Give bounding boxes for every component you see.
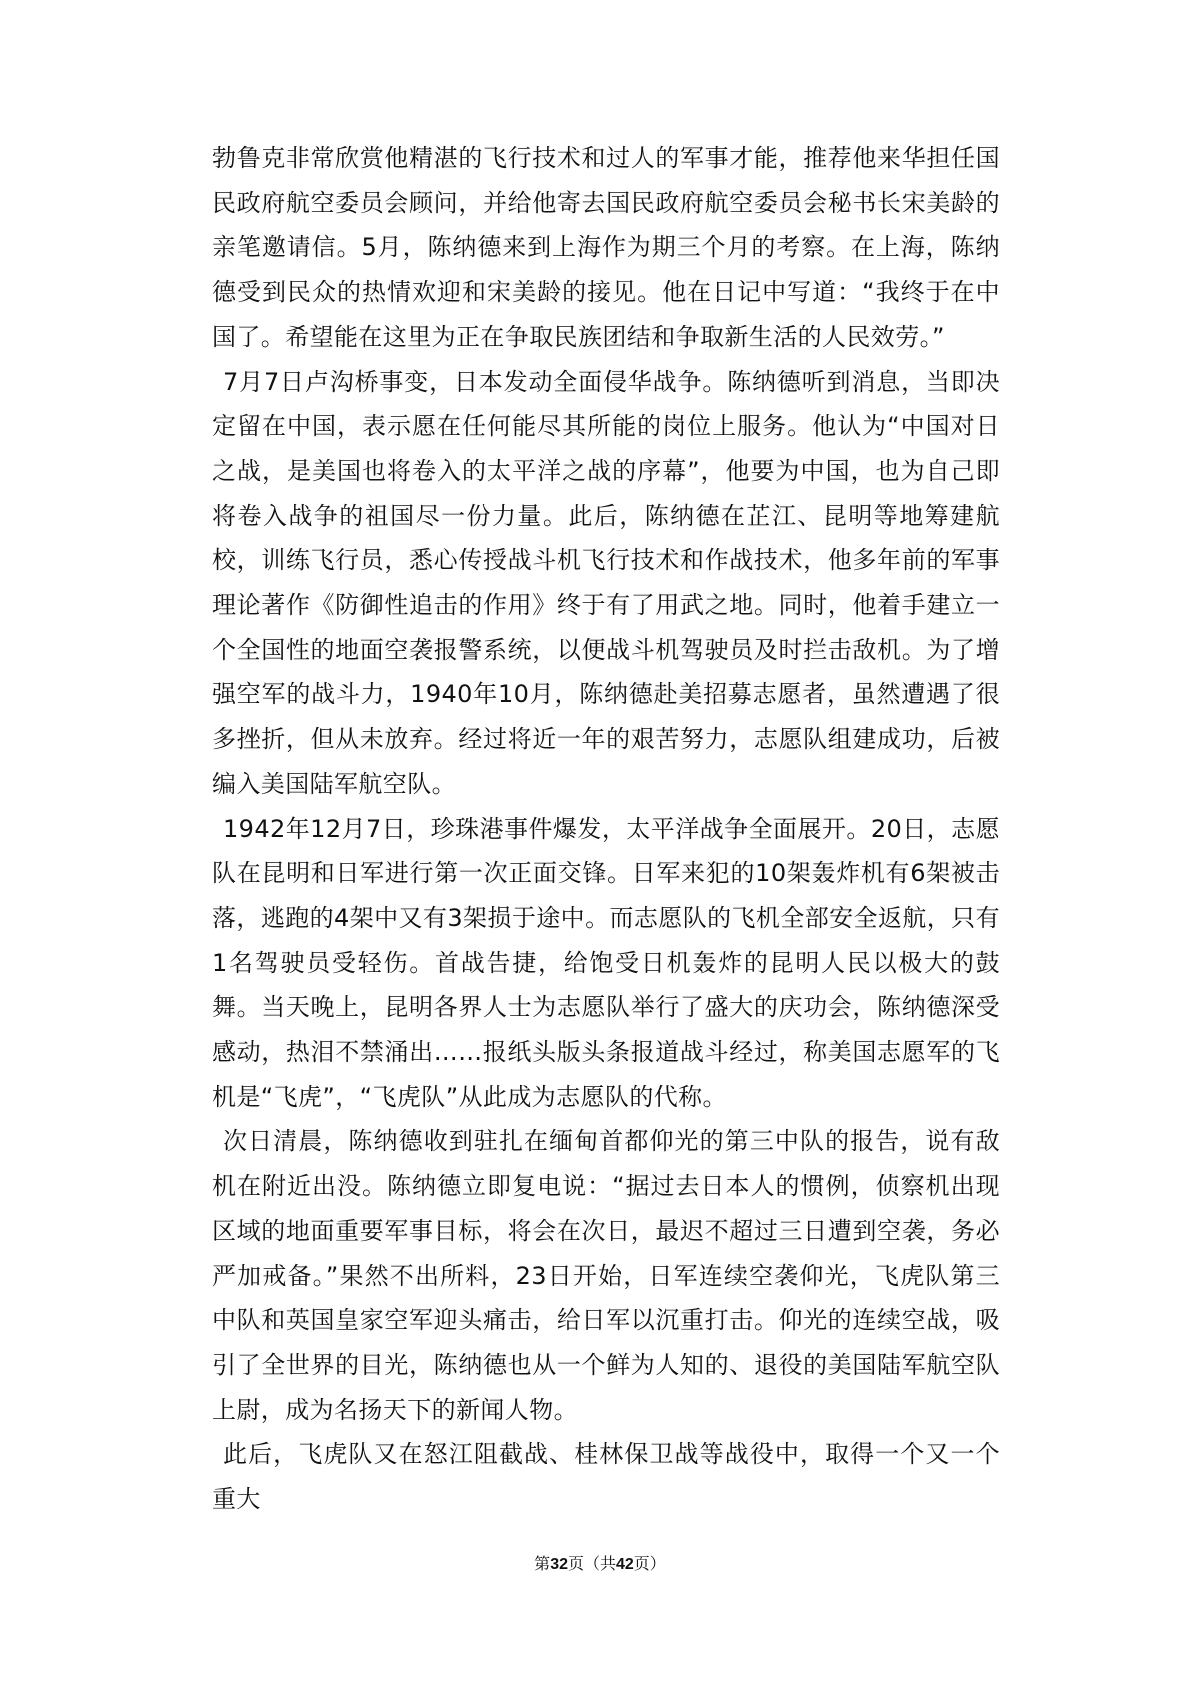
paragraph: 1942年12月7日，珍珠港事件爆发，太平洋战争全面展开。20日，志愿队在昆明和日军进行第一次正面交锋。日军来犯的10架轰炸机有6架被击落，逃跑的4架中又有3架损于途中。而志愿队的飞机全部安全返航，只有1名驾驶员受轻伤。首战告捷，给饱受日机轰炸的昆明人民以极大的鼓舞。当天晚上，昆明各界人士为志愿队举行了盛大的庆功会，陈纳德深受感动，热泪不禁涌出……报纸头版头条报道战斗经过，称美国志愿军的飞机是“飞虎”，“飞虎队”从此成为志愿队的代称。 <box>212 814 1000 1111</box>
body-text <box>212 136 1000 1522</box>
footer-suffix: 页） <box>633 1554 666 1573</box>
paragraph: 7月7日卢沟桥事变，日本发动全面侵华战争。陈纳德听到消息，当即决定留在中国，表示愿在任何能尽其所能的岗位上服务。他认为“中国对日之战，是美国也将卷入的太平洋之战的序幕”，他要为中国，也为自己即将卷入战争的祖国尽一份力量。此后，陈纳德在芷江、昆明等地筹建航校，训练飞行员，悉心传授战斗机飞行技术和作战技术，他多年前的军事理论著作《防御性追击的作用》终于有了用武之地。同时，他着手建立一个全国性的地面空袭报警系统，以便战斗机驾驶员及时拦击敌机。为了增强空军的战斗力，1940年10月，陈纳德赴美招募志愿者，虽然遭遇了很多挫折，但从未放弃。经过将近一年的艰苦努力，志愿队组建成功，后被编入美国陆军航空队。 <box>212 367 1000 798</box>
paragraph: 次日清晨，陈纳德收到驻扎在缅甸首都仰光的第三中队的报告，说有敌机在附近出没。陈纳德立即复电说：“据过去日本人的惯例，侦察机出现区域的地面重要军事目标，将会在次日，最迟不超过三日遭到空袭，务必严加戒备。”果然不出所料，23日开始，日军连续空袭仰光，飞虎队第三中队和英国皇家空军迎头痛击，给日军以沉重打击。仰光的连续空战，吸引了全世界的目光，陈纳德也从一个鲜为人知的、退役的美国陆军航空队上尉，成为名扬天下的新闻人物。 <box>212 1127 1000 1424</box>
page-footer <box>0 1551 1200 1574</box>
paragraph: 勃鲁克非常欣赏他精湛的飞行技术和过人的军事才能，推荐他来华担任国民政府航空委员会顾问，并给他寄去国民政府航空委员会秘书长宋美龄的亲笔邀请信。5月，陈纳德来到上海作为期三个月的考察。在上海，陈纳德受到民众的热情欢迎和宋美龄的接见。他在日记中写道：“我终于在中国了。希望能在这里为正在争取民族团结和争取新生活的人民效劳。” <box>212 144 1000 351</box>
paragraph: 此后，飞虎队又在怒江阻截战、桂林保卫战等战役中，取得一个又一个重大 <box>212 1440 1000 1514</box>
current-page-number: 32 <box>550 1556 568 1573</box>
total-page-count: 42 <box>616 1556 634 1573</box>
footer-middle: 页（共 <box>567 1554 616 1573</box>
footer-prefix: 第 <box>534 1554 551 1573</box>
